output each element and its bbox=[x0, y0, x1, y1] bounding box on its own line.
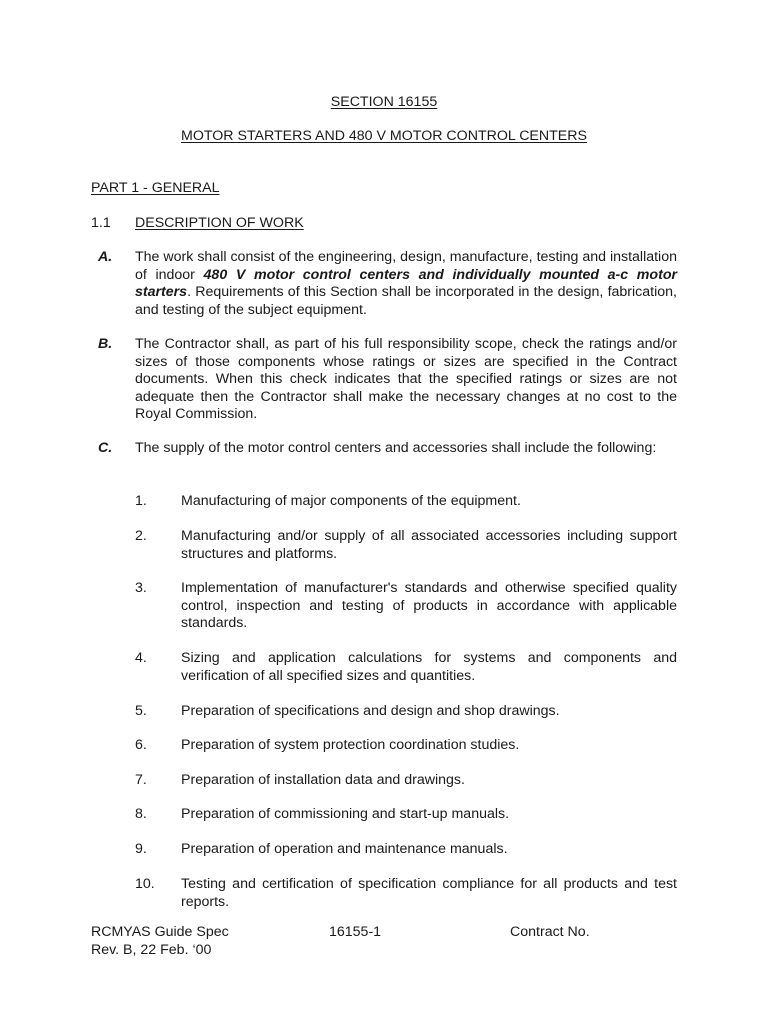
paragraph-a bbox=[135, 249, 677, 319]
paragraph-label-b: B. bbox=[98, 336, 113, 352]
list-item-number: 9. bbox=[135, 841, 147, 857]
part-heading: PART 1 - GENERAL bbox=[91, 180, 220, 196]
list-item: Testing and certification of specification compliance for all products and test reports. bbox=[181, 876, 677, 910]
list-item: Preparation of operation and maintenance manuals. bbox=[181, 841, 508, 857]
list-item-number: 1. bbox=[135, 493, 147, 509]
paragraph-label-c: C. bbox=[98, 440, 113, 456]
list-item: Sizing and application calculations for systems and components and verification of all specified sizes and quantities. bbox=[181, 650, 677, 684]
list-item-number: 6. bbox=[135, 737, 147, 753]
list-item: Implementation of manufacturer's standards and otherwise specified quality control, inspection and testing of products in accordance with applicable standards. bbox=[181, 580, 677, 631]
paragraph-a-text-before: The work shall consist of the engineering, design, manufacture, testing and installation of indoor bbox=[135, 249, 677, 283]
list-item-number: 7. bbox=[135, 772, 147, 788]
paragraph-a-emphasis: 480 V motor control centers and individually mounted a-c motor starters bbox=[135, 266, 678, 300]
paragraph-b: The Contractor shall, as part of his full responsibility scope, check the ratings and/or sizes of those components whose ratings or sizes are specified in the Contract documents. When this check indicates that the specified ratings or sizes are not adequate then the Contractor shall make the necessary changes at no cost to the Royal Commission. bbox=[135, 336, 677, 422]
paragraph-a-text-after: . Requirements of this Section shall be incorporated in the design, fabrication, and testing of the subject equipment. bbox=[135, 284, 677, 318]
section-title: MOTOR STARTERS AND 480 V MOTOR CONTROL CENTERS bbox=[181, 128, 587, 144]
list-item-number: 10. bbox=[135, 876, 155, 892]
list-item-number: 8. bbox=[135, 806, 147, 822]
list-item: Preparation of installation data and drawings. bbox=[181, 772, 465, 788]
list-item: Preparation of system protection coordination studies. bbox=[181, 737, 520, 753]
subsection-title: DESCRIPTION OF WORK bbox=[135, 215, 304, 231]
list-item: Preparation of commissioning and start-up manuals. bbox=[181, 806, 510, 822]
list-item: Manufacturing and/or supply of all associated accessories including support structures and platforms. bbox=[181, 528, 677, 562]
list-item-number: 2. bbox=[135, 528, 147, 544]
list-item-number: 3. bbox=[135, 580, 147, 596]
footer-spec-name: RCMYAS Guide Spec bbox=[91, 924, 229, 940]
footer-revision: Rev. B, 22 Feb. ‘00 bbox=[91, 942, 212, 958]
footer-contract-number: Contract No. bbox=[510, 924, 590, 940]
paragraph-label-a: A. bbox=[98, 249, 113, 265]
paragraph-c: The supply of the motor control centers and accessories shall include the following: bbox=[135, 440, 657, 456]
list-item-number: 5. bbox=[135, 703, 147, 719]
list-item: Manufacturing of major components of the equipment. bbox=[181, 493, 521, 509]
subsection-number: 1.1 bbox=[91, 215, 111, 231]
footer-page-number: 16155-1 bbox=[329, 924, 382, 940]
list-item: Preparation of specifications and design and shop drawings. bbox=[181, 703, 560, 719]
section-number: SECTION 16155 bbox=[330, 94, 438, 110]
list-item-number: 4. bbox=[135, 650, 147, 666]
